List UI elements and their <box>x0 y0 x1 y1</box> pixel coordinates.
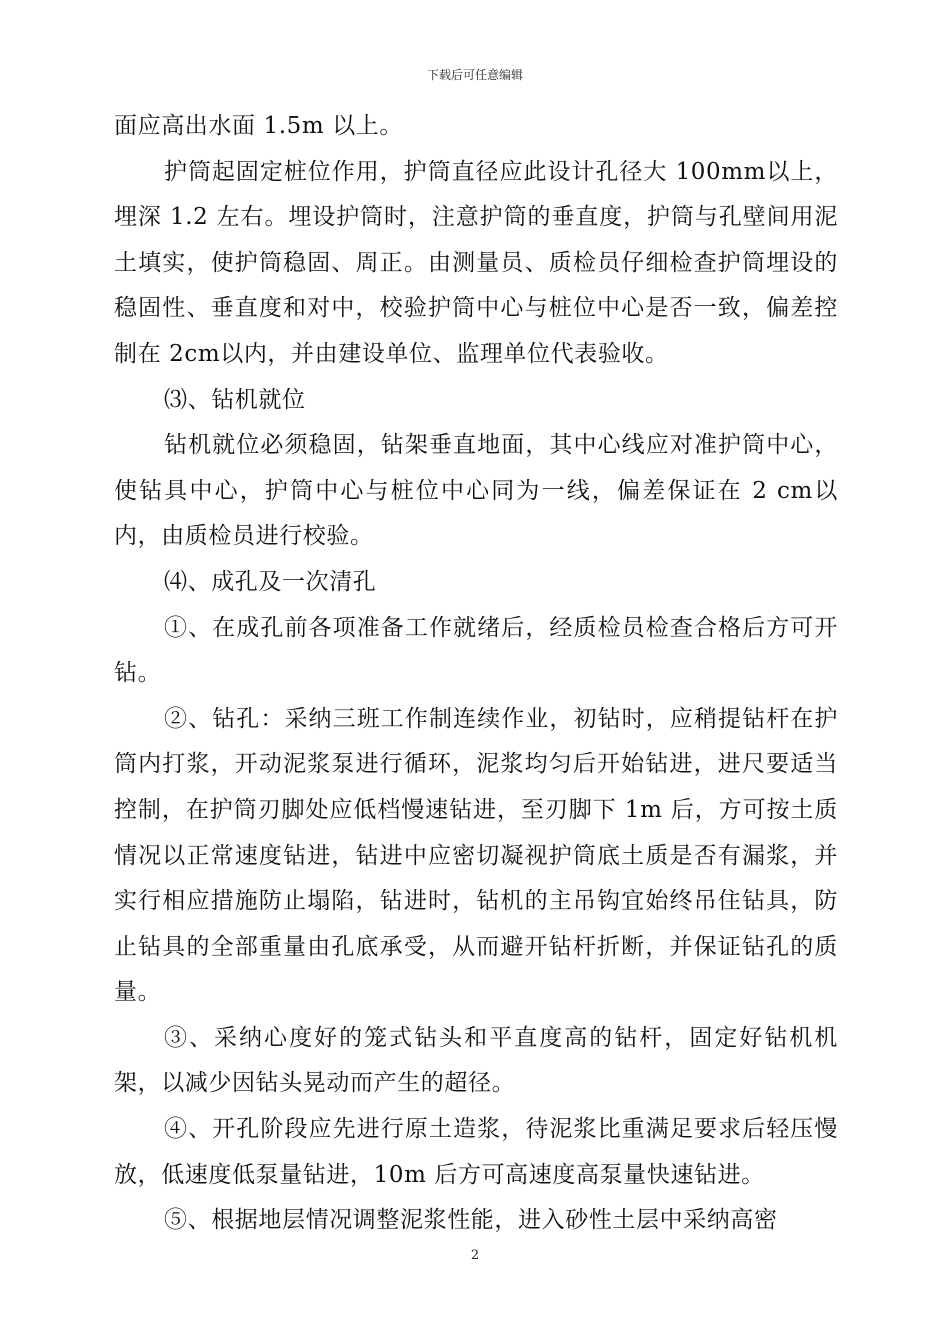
page-number: 2 <box>470 1248 480 1263</box>
section-heading-rig-positioning: ⑶、钻机就位 <box>164 386 306 413</box>
list-item-2: ②、钻孔：采纳三班工作制连续作业，初钻时，应稍提钻杆在护筒内打浆，开动泥浆泵进行循环，泥浆均匀后开始钻进，进尺要适当控制，在护筒刃脚处应低档慢速钻进，至刃脚下 1m 后，方可按土质情况以正常速度钻进，钻进中应密切凝视护筒底土质是否有漏浆，并实行相应措施防止塌陷，钻进时，钻机的主吊钩宜始终吊住钻具，防止钻具的全部重量由孔底承受，从而避开钻杆折断，并保证钻孔的质量。 <box>114 705 838 1006</box>
list-item-4: ④、开孔阶段应先进行原土造浆，待泥浆比重满足要求后轻压慢放，低速度低泵量钻进，10m 后方可高速度高泵量快速钻进。 <box>114 1116 838 1188</box>
document-body <box>114 104 838 1244</box>
section-heading-hole-forming: ⑷、成孔及一次清孔 <box>164 568 377 595</box>
list-item-5: ⑤、根据地层情况调整泥浆性能，进入砂性土层中采纳高密 <box>164 1207 778 1234</box>
list-item-3: ③、采纳心度好的笼式钻头和平直度高的钻杆，固定好钻机机架，以减少因钻头晃动而产生的超径。 <box>114 1024 838 1097</box>
paragraph-rig-positioning: 钻机就位必须稳固，钻架垂直地面，其中心线应对准护筒中心，使钻具中心，护筒中心与桩位中心同为一线，偏差保证在 2 cm以内，由质检员进行校验。 <box>114 432 838 550</box>
page-header: 下载后可任意编辑 <box>426 68 523 82</box>
list-item-1: ①、在成孔前各项准备工作就绪后，经质检员检查合格后方可开钻。 <box>114 614 838 687</box>
paragraph-continuation: 面应高出水面 1.5m 以上。 <box>114 113 404 139</box>
paragraph-casing-function: 护筒起固定桩位作用，护筒直径应此设计孔径大 100mm以上，埋深 1.2 左右。埋设护筒时，注意护筒的垂直度，护筒与孔壁间用泥土填实，使护筒稳固、周正。由测量员、质检员仔细检查护筒埋设的稳固性、垂直度和对中，校验护筒中心与桩位中心是否一致，偏差控制在 2cm以内，并由建设单位、监理单位代表验收。 <box>114 158 838 367</box>
